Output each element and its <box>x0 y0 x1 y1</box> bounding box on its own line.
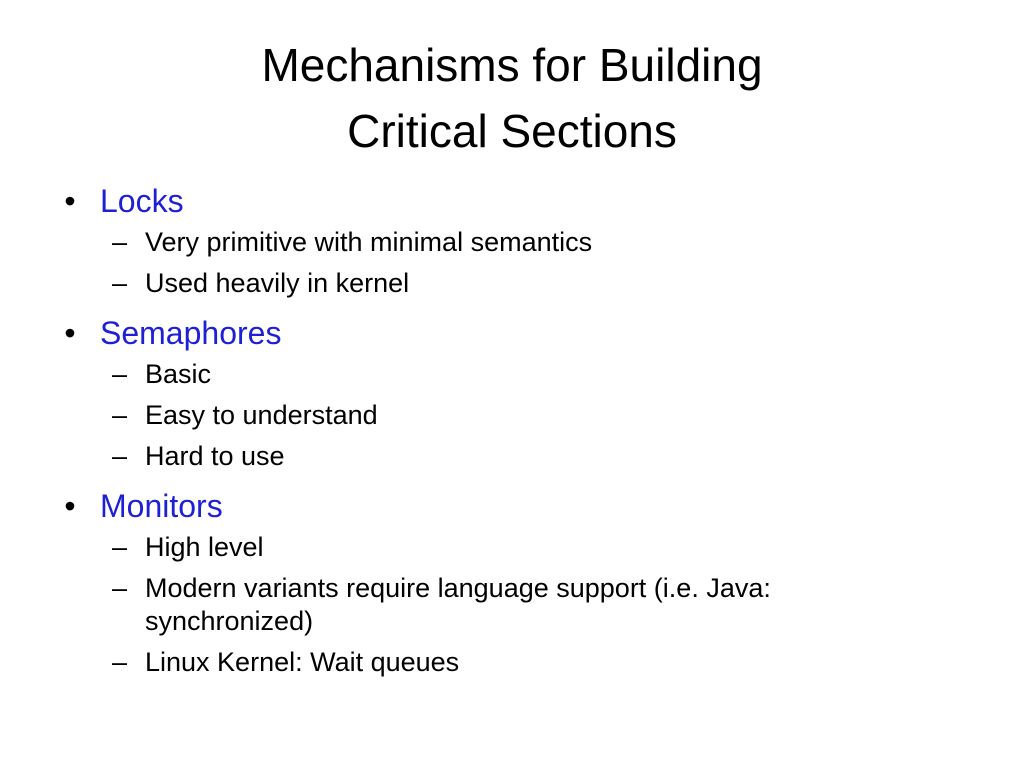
sub-item-text: Basic <box>145 359 212 389</box>
dash-icon: – <box>112 647 128 677</box>
bullet-item-semaphores <box>60 308 960 358</box>
dash-icon: – <box>112 359 128 389</box>
slide-title <box>0 32 1024 164</box>
title-line-2: Critical Sections <box>347 105 677 157</box>
bullet-dot-icon: • <box>64 183 76 219</box>
sub-item <box>60 440 960 473</box>
sub-item-text: Modern variants require language support (i.e. Java: synchronized) <box>145 573 771 636</box>
sub-item-text: Easy to understand <box>145 400 378 430</box>
sub-item <box>60 646 960 679</box>
sub-item-text: Hard to use <box>145 441 285 471</box>
dash-icon: – <box>112 268 128 298</box>
bullet-label: Locks <box>100 183 184 219</box>
title-line-1: Mechanisms for Building <box>261 39 763 91</box>
bullet-dot-icon: • <box>64 488 76 524</box>
dash-icon: – <box>112 227 128 257</box>
sub-item <box>60 267 960 300</box>
sub-item <box>60 358 960 391</box>
sub-item <box>60 531 960 564</box>
dash-icon: – <box>112 532 128 562</box>
bullet-label: Semaphores <box>100 315 282 351</box>
sub-item-text: Used heavily in kernel <box>145 268 410 298</box>
sub-item <box>60 226 960 259</box>
slide-body <box>60 176 960 687</box>
dash-icon: – <box>112 441 128 471</box>
bullet-item-locks <box>60 176 960 226</box>
dash-icon: – <box>112 573 128 603</box>
sub-item <box>60 399 960 432</box>
bullet-label: Monitors <box>100 488 223 524</box>
sub-item-text: Linux Kernel: Wait queues <box>145 647 460 677</box>
sub-item-text: High level <box>145 532 264 562</box>
bullet-dot-icon: • <box>64 315 76 351</box>
bullet-item-monitors <box>60 481 960 531</box>
sub-item-text: Very primitive with minimal semantics <box>145 227 593 257</box>
dash-icon: – <box>112 400 128 430</box>
sub-item <box>60 572 960 638</box>
